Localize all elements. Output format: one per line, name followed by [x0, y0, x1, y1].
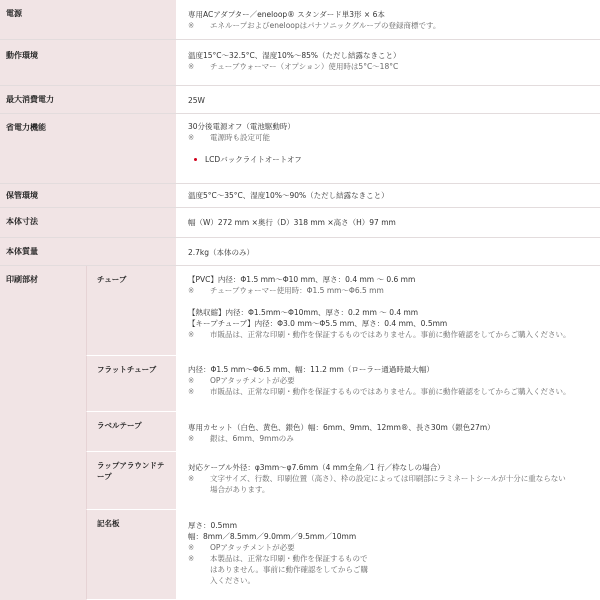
subheader-nameplate	[86, 510, 176, 600]
value-text: 幅（W）272 mm ×奥行（D）318 mm ×高さ（H）97 mm	[188, 218, 396, 227]
spec-row-dimensions	[0, 208, 600, 238]
row-header	[0, 208, 176, 237]
spec-row-power-save	[0, 114, 600, 184]
row-content	[188, 247, 594, 258]
value-text: 【キープチューブ】内径：Φ3.0 mm〜Φ5.5 mm、厚さ：0.4 mm、0.5mm	[188, 319, 448, 328]
row-header	[0, 86, 176, 113]
row-label: 保管環境	[6, 191, 38, 200]
row-header	[0, 114, 176, 183]
label-tape-content	[188, 422, 594, 444]
subheader-tube	[86, 266, 176, 356]
row-content	[188, 190, 594, 201]
row-header	[0, 238, 176, 265]
value-text: 専用ACアダプター／eneloop® スタンダード単3形 × 6本	[188, 10, 385, 19]
row-header	[0, 0, 176, 39]
row-label: 省電力機能	[6, 123, 46, 132]
row-content	[188, 217, 594, 228]
note-mark: ※	[188, 330, 195, 339]
row-content	[188, 50, 594, 72]
note-mark: ※	[188, 387, 195, 396]
value-text: 厚さ：0.5mm	[188, 521, 238, 530]
note-mark: ※	[188, 474, 195, 483]
row-content	[188, 121, 594, 165]
note-mark: ※	[188, 133, 195, 142]
subheader-flat-tube	[86, 356, 176, 412]
row-label: 動作環境	[6, 51, 38, 60]
value-text: 2.7kg（本体のみ）	[188, 248, 255, 257]
row-label: 印刷部材	[6, 275, 38, 284]
value-text: 幅：8mm／8.5mm／9.0mm／9.5mm／10mm	[188, 532, 357, 541]
row-label: 本体寸法	[6, 217, 38, 226]
bullet-dot	[194, 158, 197, 161]
subheader-label: ラップアラウンドテープ	[97, 461, 165, 481]
note-mark: ※	[188, 286, 195, 295]
row-header	[0, 184, 176, 207]
spec-row-print-media	[0, 266, 600, 600]
subheader-label: ラベルテープ	[97, 421, 142, 430]
row-content	[188, 9, 594, 31]
spec-row-max-power	[0, 86, 600, 114]
spec-row-storage-env	[0, 184, 600, 208]
wraparound-tape-content	[188, 462, 572, 495]
note-text: ※ OPアタッチメントが必要	[188, 543, 295, 552]
subheader-label: フラットチューブ	[97, 365, 157, 374]
note-text: ※ OPアタッチメントが必要	[188, 376, 295, 385]
note-text: ※ エネループおよびeneloopはパナソニックグループの登録商標です。	[188, 21, 441, 30]
row-content	[188, 95, 594, 106]
note-text: ※ 市販品は、正常な印刷・動作を保証するものではありません。事前に動作確認をしてからご購入ください。	[188, 387, 571, 396]
note-mark: ※	[188, 21, 195, 30]
note-text: ※ 文字サイズ、行数、印刷位置（高さ）、枠の設定によっては印刷部にラミネートシールが十分に重ならない場合があります。	[188, 474, 566, 494]
row-label: 電源	[6, 9, 22, 18]
nameplate-content	[188, 520, 374, 586]
value-text: 【PVC】内径：Φ1.5 mm〜Φ10 mm、厚さ：0.4 mm 〜 0.6 mm	[188, 275, 416, 284]
note-mark: ※	[188, 62, 195, 71]
note-mark: ※	[188, 376, 195, 385]
note-text: ※ 本製品は、正常な印刷・動作を保証するものではありません。事前に動作確認をしてからご購入ください。	[188, 554, 368, 585]
subheader-label: チューブ	[97, 275, 127, 284]
subheader-label-tape	[86, 412, 176, 452]
note-text: ※ 市販品は、正常な印刷・動作を保証するものではありません。事前に動作確認をしてからご購入ください。	[188, 330, 571, 339]
subheader-wraparound-tape	[86, 452, 176, 510]
note-text: ※ 電源時も設定可能	[188, 133, 270, 142]
note-text: ※ チューブウォーマー使用時：Φ1.5 mm〜Φ6.5 mm	[188, 286, 384, 295]
flat-tube-content	[188, 364, 594, 397]
value-text: 専用カセット（白色、黄色、銀色）幅：6mm、9mm、12mm®、長さ30m（銀色27m）	[188, 423, 495, 432]
row-label: 本体質量	[6, 247, 38, 256]
spec-row-operating-env	[0, 40, 600, 86]
value-text: 内径：Φ1.5 mm〜Φ6.5 mm、幅：11.2 mm（ローラー通過時最大幅）	[188, 365, 434, 374]
row-header	[0, 266, 86, 600]
row-label: 最大消費電力	[6, 95, 54, 104]
value-text: 温度15°C〜32.5°C、湿度10%〜85%（ただし結露なきこと）	[188, 51, 401, 60]
value-text: 30分後電源オフ（電池駆動時）	[188, 122, 295, 131]
note-text: ※ チューブウォーマー（オプション）使用時は5°C〜18°C	[188, 62, 399, 71]
value-text: 温度5°C〜35°C、湿度10%〜90%（ただし結露なきこと）	[188, 191, 389, 200]
note-mark: ※	[188, 543, 195, 552]
tube-content	[188, 274, 594, 340]
spec-row-weight	[0, 238, 600, 266]
note-mark: ※	[188, 434, 195, 443]
value-text: 【熱収縮】内径：Φ1.5mm〜Φ10mm、厚さ：0.2 mm 〜 0.4 mm	[188, 308, 419, 317]
feature-item: LCDバックライトオートオフ	[188, 154, 594, 165]
spec-row-power	[0, 0, 600, 40]
note-text: ※ 銀は、6mm、9mmのみ	[188, 434, 294, 443]
note-mark: ※	[188, 554, 195, 563]
subheader-label: 記名板	[97, 519, 120, 528]
value-text: 25W	[188, 96, 205, 105]
row-header	[0, 40, 176, 85]
value-text: 対応ケーブル外径：φ3mm〜φ7.6mm（4 mm全角／1 行／枠なしの場合）	[188, 463, 445, 472]
